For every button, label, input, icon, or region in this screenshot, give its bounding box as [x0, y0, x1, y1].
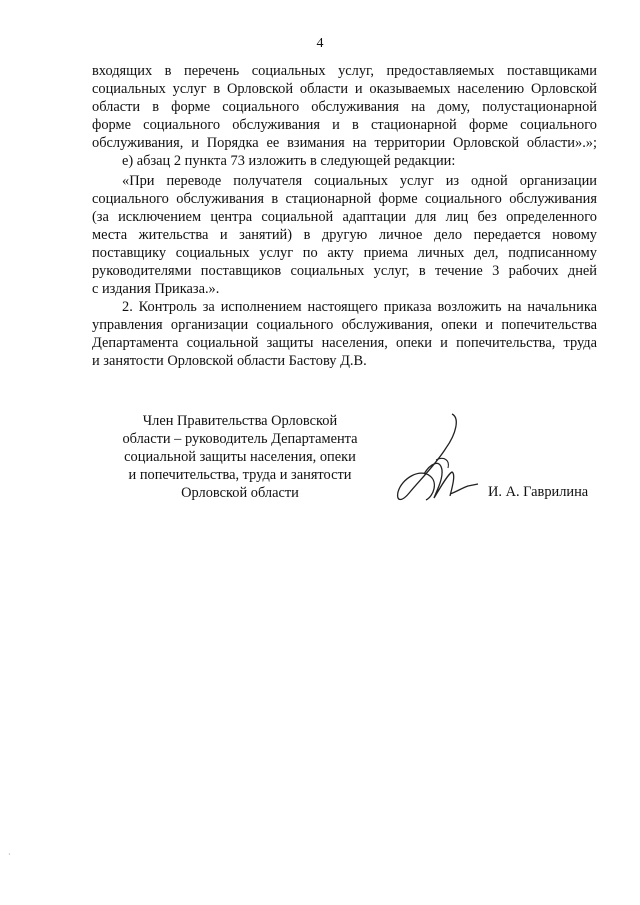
body-line: обслуживания, и Порядка ее взимания на территории Орловской области».»; — [92, 135, 597, 151]
body-line: социальных услуг в Орловской области и оказываемых населению Орловской — [92, 81, 597, 97]
body-line: поставщику социальных услуг по акту приема личных дел, подписанному — [92, 245, 597, 261]
body-line: Департамента социальной защиты населения, опеки и попечительства, труда — [92, 335, 597, 351]
page-number: 4 — [316, 36, 324, 51]
body-line: руководителями поставщиков социальных услуг, в течение 3 рабочих дней — [92, 263, 597, 279]
signer-position-line: и попечительства, труда и занятости — [128, 467, 352, 483]
signer-position-line: области – руководитель Департамента — [122, 431, 358, 447]
signer-position-line: Орловской области — [181, 485, 299, 501]
body-line: области в форме социального обслуживания на дому, полустационарной — [92, 99, 597, 115]
signer-position-line: Член Правительства Орловской — [142, 413, 338, 429]
signer-position-line: социальной защиты населения, опеки — [124, 449, 356, 465]
body-line: 2. Контроль за исполнением настоящего приказа возложить на начальника — [122, 299, 597, 315]
body-line: с издания Приказа.». — [92, 281, 220, 297]
handwritten-signature — [390, 408, 480, 508]
body-line: и занятости Орловской области Бастову Д.В. — [92, 353, 367, 369]
body-line: е) абзац 2 пункта 73 изложить в следующей редакции: — [122, 153, 456, 169]
body-line: «При переводе получателя социальных услуг из одной организации — [122, 173, 597, 189]
signer-name: И. А. Гаврилина — [488, 484, 589, 500]
margin-mark: · — [8, 850, 11, 859]
body-line: социального обслуживания в стационарной форме социального обслуживания — [92, 191, 597, 207]
body-line: форме социального обслуживания и в стационарной форме социального — [92, 117, 597, 133]
body-line: (за исключением центра социальной адаптации для лиц без определенного — [92, 209, 597, 225]
body-line: места жительства и занятий) в другую личное дело передается новому — [92, 227, 597, 243]
body-line: управления организации социального обслуживания, опеки и попечительства — [92, 317, 597, 333]
body-line: входящих в перечень социальных услуг, предоставляемых поставщиками — [92, 63, 597, 79]
